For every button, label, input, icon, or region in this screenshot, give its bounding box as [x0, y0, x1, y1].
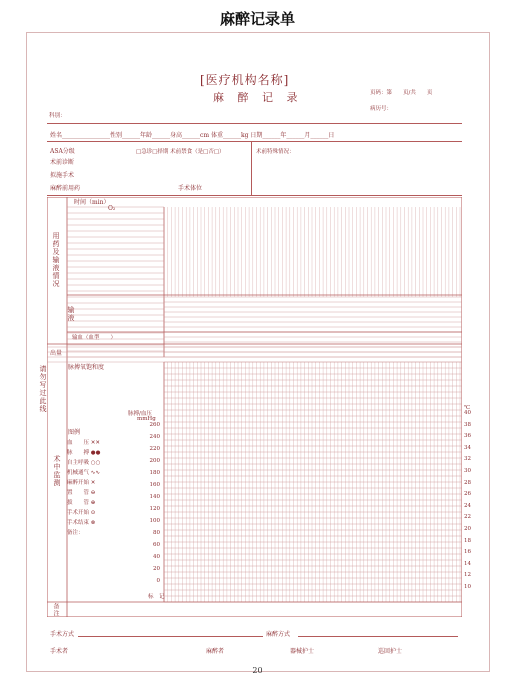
right-axis-tick: 16 [464, 549, 471, 556]
infusion-label: 输液 [67, 306, 75, 322]
left-axis-tick: 120 [149, 506, 160, 512]
left-axis-tick: 140 [149, 494, 160, 500]
right-axis-tick: 14 [464, 560, 471, 567]
right-axis-tick: 22 [464, 514, 471, 521]
institution-name: [医疗机构名称] [200, 73, 290, 87]
legend-list [67, 438, 100, 538]
time-label: 时间（min） [74, 199, 110, 206]
legend-item-op-start: 手术开始 ⊙ [67, 510, 96, 516]
right-axis-tick: 10 [464, 584, 471, 590]
mark-label: 标 记 [148, 594, 165, 600]
header-line [47, 123, 462, 124]
page-title: 麻醉记录单 [219, 10, 295, 28]
special-condition-label: 术前特殊情况： [256, 149, 295, 155]
anesthesia-grid [47, 197, 462, 617]
asa-label: ASA分级 [50, 148, 75, 155]
circ-nurse-label: 巡回护士 [378, 648, 403, 655]
position-label: 手术体位 [178, 185, 203, 192]
celsius-label: ℃ [464, 405, 471, 411]
divider [47, 141, 462, 142]
clear-zone-note: 请勿写过此线 [39, 365, 47, 413]
page-number: 20 [252, 666, 263, 675]
left-axis-tick: 40 [153, 554, 160, 560]
left-axis-tick: 160 [149, 482, 160, 488]
op-method-label: 手术方式 [50, 631, 75, 638]
left-axis-tick: 200 [149, 458, 160, 464]
right-axis-tick: 18 [464, 537, 471, 544]
page-info: 页码：第 页/共 页 [370, 90, 433, 96]
legend-item-intubate: 置 管 ⊖ [67, 490, 96, 496]
left-axis-tick: 240 [149, 434, 160, 440]
right-axis-tick: 12 [464, 572, 471, 579]
legend-item-vent: 机械通气 ∿∿ [67, 470, 100, 476]
right-axis-tick: 26 [464, 491, 471, 498]
case-number-label: 病历号： [370, 106, 393, 112]
instr-nurse-label: 器械护士 [290, 648, 315, 655]
anes-method-label: 麻醉方式 [266, 631, 291, 638]
monitor-label: 术中监测 [53, 455, 61, 487]
right-axis-tick: 40 [464, 410, 471, 416]
anesthetist-label: 麻醉者 [206, 648, 225, 655]
left-axis-tick: 260 [149, 422, 160, 428]
anes-method-line[interactable] [298, 636, 458, 637]
blood-label: 输血（血型 ） [72, 335, 117, 341]
patient-info-row: 姓名________________性别______年龄______身高______cm 体重______kg 日期______年______月______日 [50, 132, 335, 139]
divider [251, 141, 252, 195]
right-axis-tick: 34 [464, 444, 471, 451]
emergency-checkbox[interactable]: □急诊□择期 术前禁食（是□否□） [136, 149, 225, 155]
left-axis-tick: 100 [149, 518, 160, 524]
right-axis-tick: 28 [464, 479, 471, 486]
pre-drugs-label: 麻醉前用药 [50, 185, 81, 192]
left-axis-tick: 20 [153, 566, 160, 572]
legend-item-extubate: 拔 管 ⊕ [67, 500, 96, 506]
legend-item-spont: 自主呼吸 ○○ [67, 460, 101, 466]
remarks-label: 备注 [52, 603, 59, 617]
legend-item-bp: 血 压 ✕✕ [67, 440, 100, 446]
left-axis-tick: 220 [149, 446, 160, 452]
legend-item-op-end: 手术结束 ⊗ [67, 520, 96, 526]
right-axis-tick: 38 [464, 421, 471, 428]
pre-diagnosis-label: 术前诊断 [50, 159, 75, 166]
op-method-line[interactable] [78, 636, 263, 637]
right-axis-tick: 32 [464, 456, 471, 463]
left-axis-tick: 180 [149, 470, 160, 476]
planned-operation-label: 拟施手术 [50, 172, 75, 179]
unit-label: mmHg [137, 416, 156, 422]
o2-label: O₂ [108, 205, 116, 212]
pulse-bp-label: 脉搏/血压 [128, 411, 152, 417]
right-axis-tick: 36 [464, 433, 471, 440]
medication-section-label: 用药及输液情况 [52, 232, 60, 288]
legend-item-pulse: 脉 搏 ●● [67, 450, 101, 456]
pulse-ox-label: 脉搏氧饱和度 [68, 364, 105, 371]
right-axis-tick: 24 [464, 502, 471, 509]
legend-item-notes: 备注： [67, 530, 84, 536]
left-axis-tick: 60 [153, 542, 160, 548]
left-axis-tick: 0 [156, 578, 160, 584]
department-label: 科别： [49, 113, 66, 119]
divider [47, 195, 462, 196]
left-axis-tick: 80 [153, 530, 160, 536]
right-axis-tick: 30 [464, 468, 471, 474]
output-label: 出量 [50, 350, 63, 357]
record-title: 麻 醉 记 录 [213, 91, 303, 104]
legend-item-start: 麻醉开始 ✕ [67, 480, 96, 486]
legend-title: 图例 [68, 429, 81, 436]
right-axis-tick: 20 [464, 526, 471, 532]
surgeon-label: 手术者 [50, 648, 69, 655]
